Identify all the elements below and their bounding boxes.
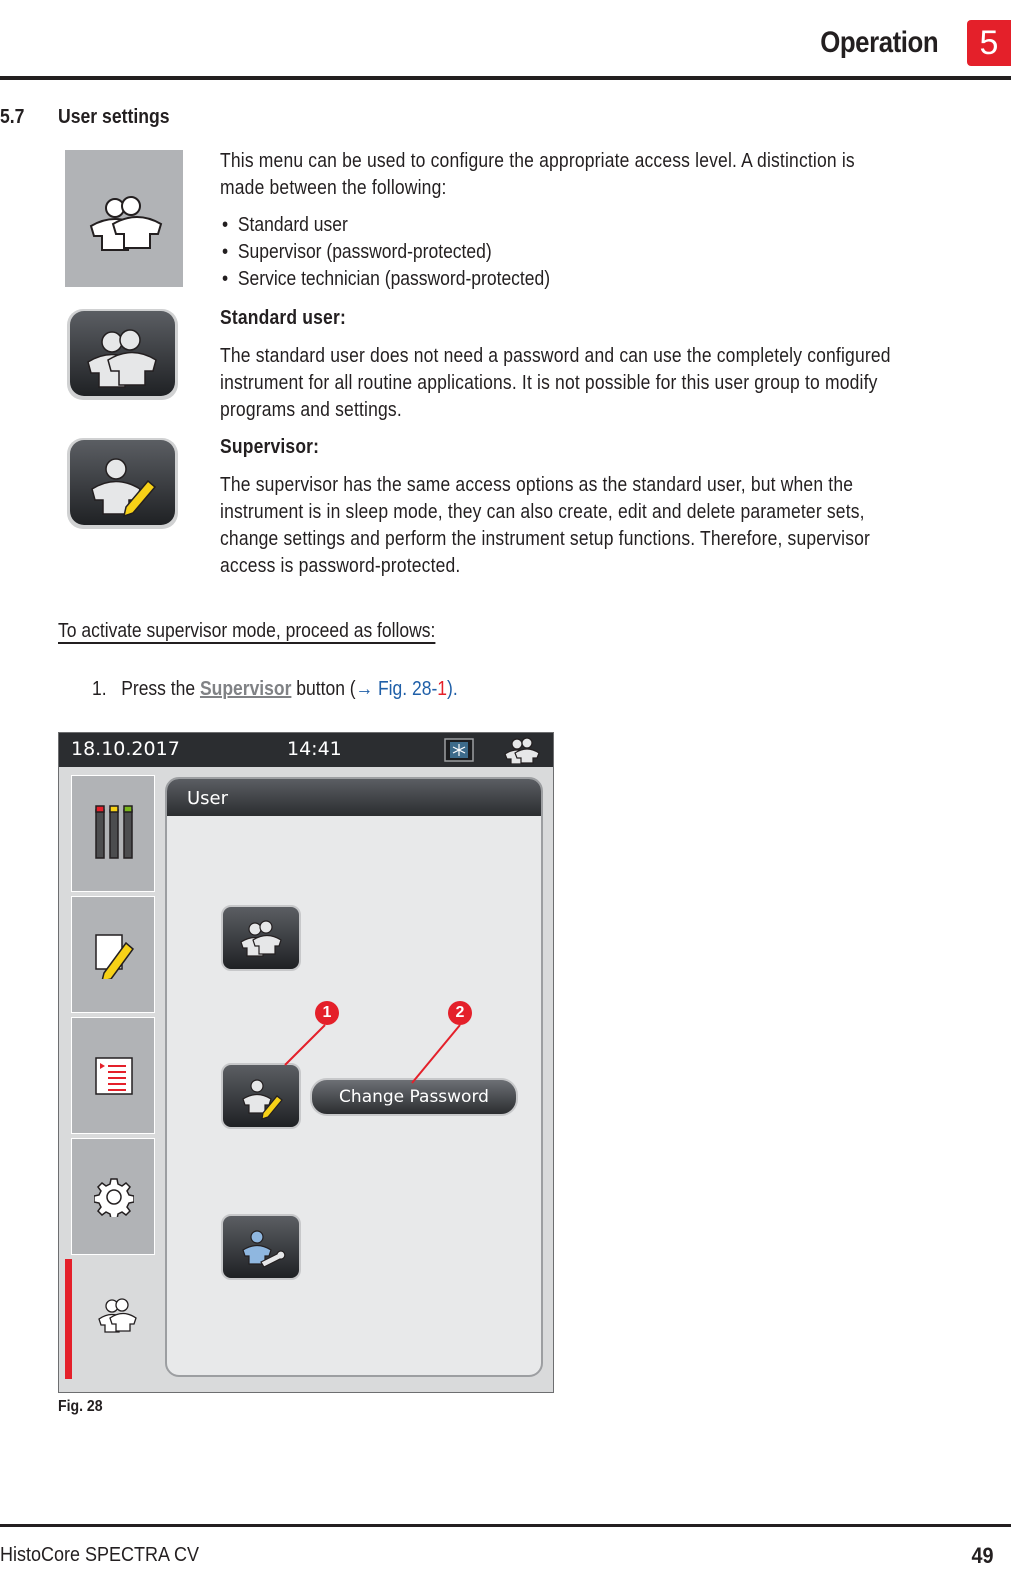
screen-time: 14:41 — [287, 738, 342, 760]
chapter-title: Operation — [820, 26, 938, 59]
instrument-screen — [58, 732, 554, 1393]
bullet-standard-user: • Standard user — [222, 214, 348, 236]
standard-user-text — [220, 305, 990, 424]
supervisor-line: access is password-protected. — [220, 555, 461, 577]
page-number: 49 — [970, 1543, 993, 1568]
callout-2: 2 — [448, 1001, 472, 1025]
standard-user-line: instrument for all routine applications. It is not possible for this user group to modify — [220, 372, 878, 394]
supervisor-line: instrument is in sleep mode, they can also create, edit and delete parameter sets, — [220, 501, 865, 523]
standard-user-line: The standard user does not need a password and can use the completely configured — [220, 345, 891, 367]
header-rule — [0, 76, 1011, 80]
callout-1: 1 — [315, 1001, 339, 1025]
screen-date: 18.10.2017 — [71, 738, 180, 760]
supervisor-heading: Supervisor: — [220, 436, 320, 458]
supervisor-button-reference: Supervisor — [199, 678, 292, 700]
section-number: 5.7 — [0, 106, 25, 128]
bullet-supervisor: • Supervisor (password-protected) — [222, 241, 492, 263]
footer-product-name: HistoCore SPECTRA CV — [0, 1544, 200, 1566]
supervisor-line: change settings and perform the instrument setup functions. Therefore, supervisor — [220, 528, 871, 550]
supervisor-line: The supervisor has the same access options as the standard user, but when the — [220, 474, 854, 496]
footer-rule — [0, 1524, 1011, 1527]
standard-user-heading: Standard user: — [220, 307, 346, 329]
intro-line-1: This menu can be used to configure the appropriate access level. A distinction is — [220, 150, 855, 172]
user-menu-icon — [65, 150, 183, 287]
step-number: 1. — [92, 678, 107, 700]
user-panel-title: User — [187, 788, 229, 809]
change-password-label: Change Password — [339, 1087, 489, 1107]
intro-text — [220, 148, 990, 202]
supervisor-button-icon — [66, 437, 179, 530]
section-title: User settings — [58, 106, 170, 128]
intro-line-2: made between the following: — [220, 177, 447, 199]
figure-reference[interactable]: → Fig. 28- — [355, 678, 438, 700]
bullet-service-technician: • Service technician (password-protected) — [222, 268, 551, 290]
step-close: ). — [447, 678, 458, 700]
supervisor-text — [220, 434, 990, 580]
figure-reference-number[interactable]: 1 — [437, 678, 448, 700]
callout-lines — [59, 733, 554, 1393]
step-prefix: Press the — [121, 678, 200, 700]
procedure-intro: To activate supervisor mode, proceed as follows: — [58, 620, 436, 642]
figure-caption: Fig. 28 — [58, 1398, 103, 1415]
step-mid: button ( — [291, 678, 356, 700]
standard-user-line: programs and settings. — [220, 399, 402, 421]
chapter-number-badge: 5 — [967, 20, 1011, 66]
step-1 — [92, 678, 458, 701]
standard-user-button-icon — [66, 308, 179, 401]
